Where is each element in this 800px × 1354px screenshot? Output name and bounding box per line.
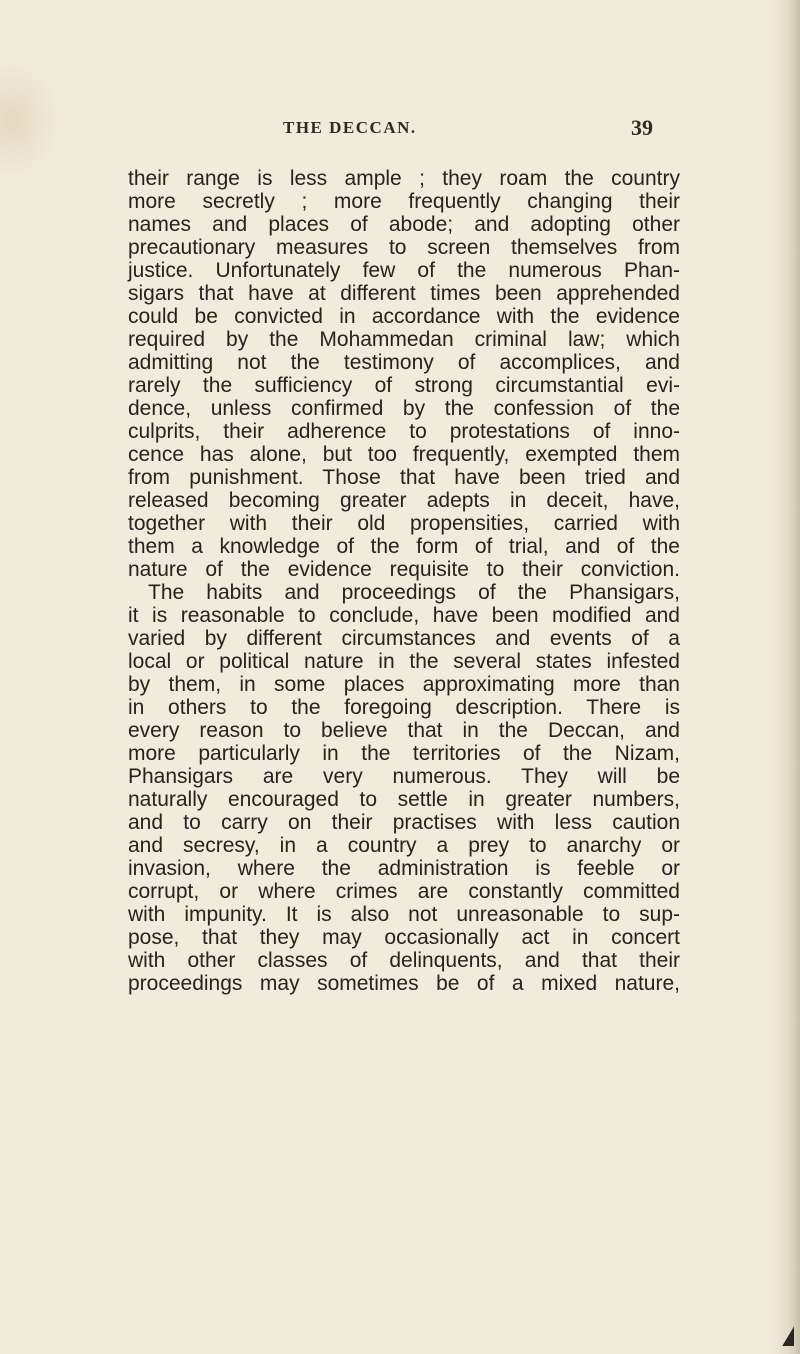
text-line: with impunity. It is also not unreasonable to sup- — [128, 903, 680, 926]
text-line: sigars that have at different times been apprehended — [128, 282, 680, 305]
text-line: every reason to believe that in the Deccan, and — [128, 719, 680, 742]
page-corner-mark — [782, 1326, 794, 1346]
text-line: from punishment. Those that have been tried and — [128, 466, 680, 489]
text-line: culprits, their adherence to protestations of inno- — [128, 420, 680, 443]
text-line: them a knowledge of the form of trial, and of the — [128, 535, 680, 558]
text-line: naturally encouraged to settle in greater numbers, — [128, 788, 680, 811]
text-line: dence, unless confirmed by the confession of the — [128, 397, 680, 420]
text-line: with other classes of delinquents, and that their — [128, 949, 680, 972]
text-line: required by the Mohammedan criminal law; which — [128, 328, 680, 351]
text-line: could be convicted in accordance with the evidence — [128, 305, 680, 328]
text-line: it is reasonable to conclude, have been modified and — [128, 604, 680, 627]
body-text — [128, 167, 680, 995]
text-line: precautionary measures to screen themselves from — [128, 236, 680, 259]
page-edge-shadow — [772, 0, 800, 1354]
text-line: local or political nature in the several states infested — [128, 650, 680, 673]
running-head-title: THE DECCAN. — [283, 118, 417, 137]
text-line: released becoming greater adepts in deceit, have, — [128, 489, 680, 512]
text-line: cence has alone, but too frequently, exempted them — [128, 443, 680, 466]
text-line: and to carry on their practises with less caution — [128, 811, 680, 834]
paragraph-first-line: The habits and proceedings of the Phansigars, — [148, 581, 680, 604]
text-line: pose, that they may occasionally act in concert — [128, 926, 680, 949]
text-line: together with their old propensities, carried with — [128, 512, 680, 535]
text-line: nature of the evidence requisite to their conviction. — [128, 558, 680, 581]
text-line: varied by different circumstances and events of a — [128, 627, 680, 650]
text-line: corrupt, or where crimes are constantly committed — [128, 880, 680, 903]
page-number: 39 — [631, 115, 653, 140]
text-line: in others to the foregoing description. There is — [128, 696, 680, 719]
text-line: more particularly in the territories of the Nizam, — [128, 742, 680, 765]
text-line: invasion, where the administration is feeble or — [128, 857, 680, 880]
text-line: admitting not the testimony of accomplices, and — [128, 351, 680, 374]
text-line: by them, in some places approximating more than — [128, 673, 680, 696]
running-head — [0, 115, 800, 148]
text-line: more secretly ; more frequently changing their — [128, 190, 680, 213]
text-line: justice. Unfortunately few of the numerous Phan- — [128, 259, 680, 282]
text-line: proceedings may sometimes be of a mixed nature, — [128, 972, 680, 995]
text-line: Phansigars are very numerous. They will be — [128, 765, 680, 788]
text-line: and secresy, in a country a prey to anarchy or — [128, 834, 680, 857]
text-line: rarely the sufficiency of strong circumstantial evi- — [128, 374, 680, 397]
text-line: names and places of abode; and adopting other — [128, 213, 680, 236]
text-line: their range is less ample ; they roam the country — [128, 167, 680, 190]
